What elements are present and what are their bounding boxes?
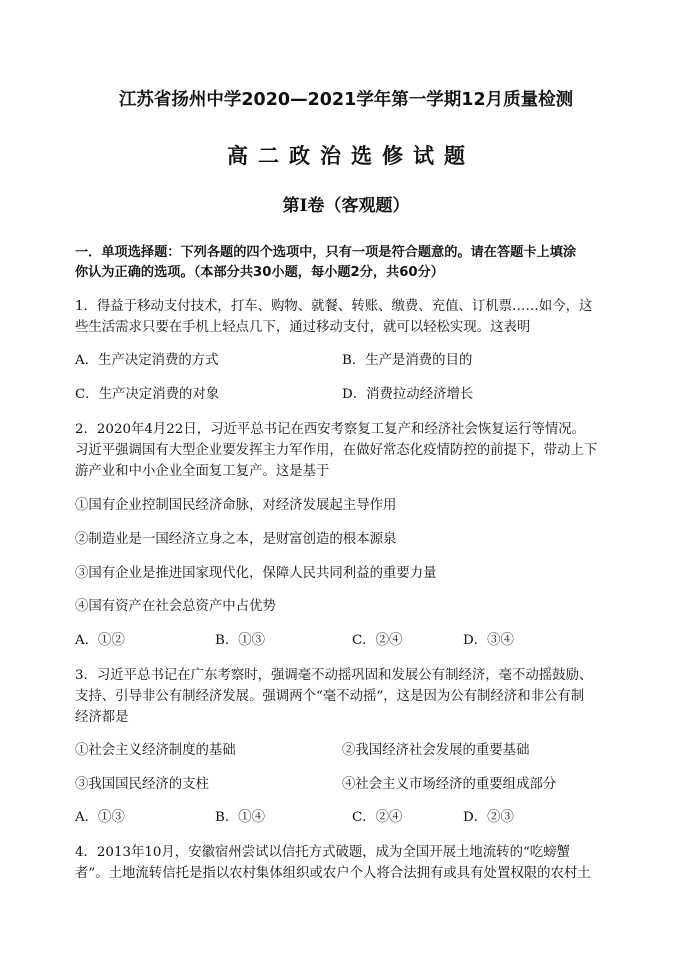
q3-option-b: B．①④ (215, 810, 266, 825)
q3-stem-line2: 支持、引导非公有制经济发展。强调两个“毫不动摇”，这是因为公有制经济和非公有制 (75, 689, 585, 704)
q1-option-c: C．生产决定消费的对象 (75, 387, 220, 402)
q1-option-d: D．消费拉动经济增长 (342, 387, 474, 402)
q2-stem-line2: 习近平强调国有大型企业要发挥主力军作用，在做好常态化疫情防控的前提下，带动上下 (75, 443, 598, 458)
q2-stem-line3: 游产业和中小企业全面复工复产。这是基于 (75, 464, 330, 479)
q2-statement-1: ①国有企业控制国民经济命脉，对经济发展起主导作用 (75, 498, 397, 513)
q2-stem-line1: 2．2020年4月22日，习近平总书记在西安考察复工复产和经济社会恢复运行等情况。 (75, 422, 586, 437)
q3-stem-line3: 经济都是 (75, 710, 129, 725)
q1-stem-line2: 些生活需求只要在手机上轻点几下，通过移动支付，就可以轻松实现。这表明 (75, 320, 531, 335)
q4-stem-line2: 者”。土地流转信托是指以农村集体组织或农户个人将合法拥有或具有处置权限的农村土 (75, 866, 591, 881)
q3-option-a: A．①③ (75, 810, 125, 825)
q3-statement-1: ①社会主义经济制度的基础 (75, 743, 236, 758)
q2-option-c: C．②④ (352, 633, 403, 648)
volume-title: 第Ⅰ卷（客观题） (282, 196, 410, 216)
q1-option-b: B．生产是消费的目的 (342, 353, 473, 368)
q2-statement-4: ④国有资产在社会总资产中占优势 (75, 599, 276, 614)
q3-statement-4: ④社会主义市场经济的重要组成部分 (342, 777, 557, 792)
q2-statement-3: ③国有企业是推进国家现代化，保障人民共同利益的重要力量 (75, 566, 437, 581)
q3-option-c: C．②④ (352, 810, 403, 825)
q3-statement-3: ③我国国民经济的支柱 (75, 777, 209, 792)
q2-option-b: B．①③ (215, 633, 266, 648)
q2-statement-2: ②制造业是一国经济立身之本，是财富创造的根本源泉 (75, 532, 397, 547)
q1-option-a: A．生产决定消费的方式 (75, 353, 219, 368)
q3-option-d: D．②③ (463, 810, 514, 825)
section-intro-line2: 你认为正确的选项。（本部分共30小题，每小题2分，共60分） (75, 265, 444, 280)
q4-stem-line1: 4．2013年10月，安徽宿州尝试以信托方式破题，成为全国开展土地流转的“吃螃蟹 (75, 845, 570, 860)
q3-stem-line1: 3．习近平总书记在广东考察时，强调毫不动摇巩固和发展公有制经济，毫不动摇鼓励、 (75, 668, 593, 683)
q3-statement-2: ②我国经济社会发展的重要基础 (342, 743, 530, 758)
q2-option-a: A．①② (75, 633, 125, 648)
exam-title: 高二政治选修试题 (227, 144, 475, 168)
q2-option-d: D．③④ (463, 633, 514, 648)
q1-stem-line1: 1．得益于移动支付技术，打车、购物、就餐、转账、缴费、充值、订机票……如今，这 (75, 299, 593, 314)
school-title: 江苏省扬州中学2020—2021学年第一学期12月质量检测 (118, 90, 574, 110)
section-intro-line1: 一．单项选择题：下列各题的四个选项中，只有一项是符合题意的。请在答题卡上填涂 (75, 245, 577, 260)
